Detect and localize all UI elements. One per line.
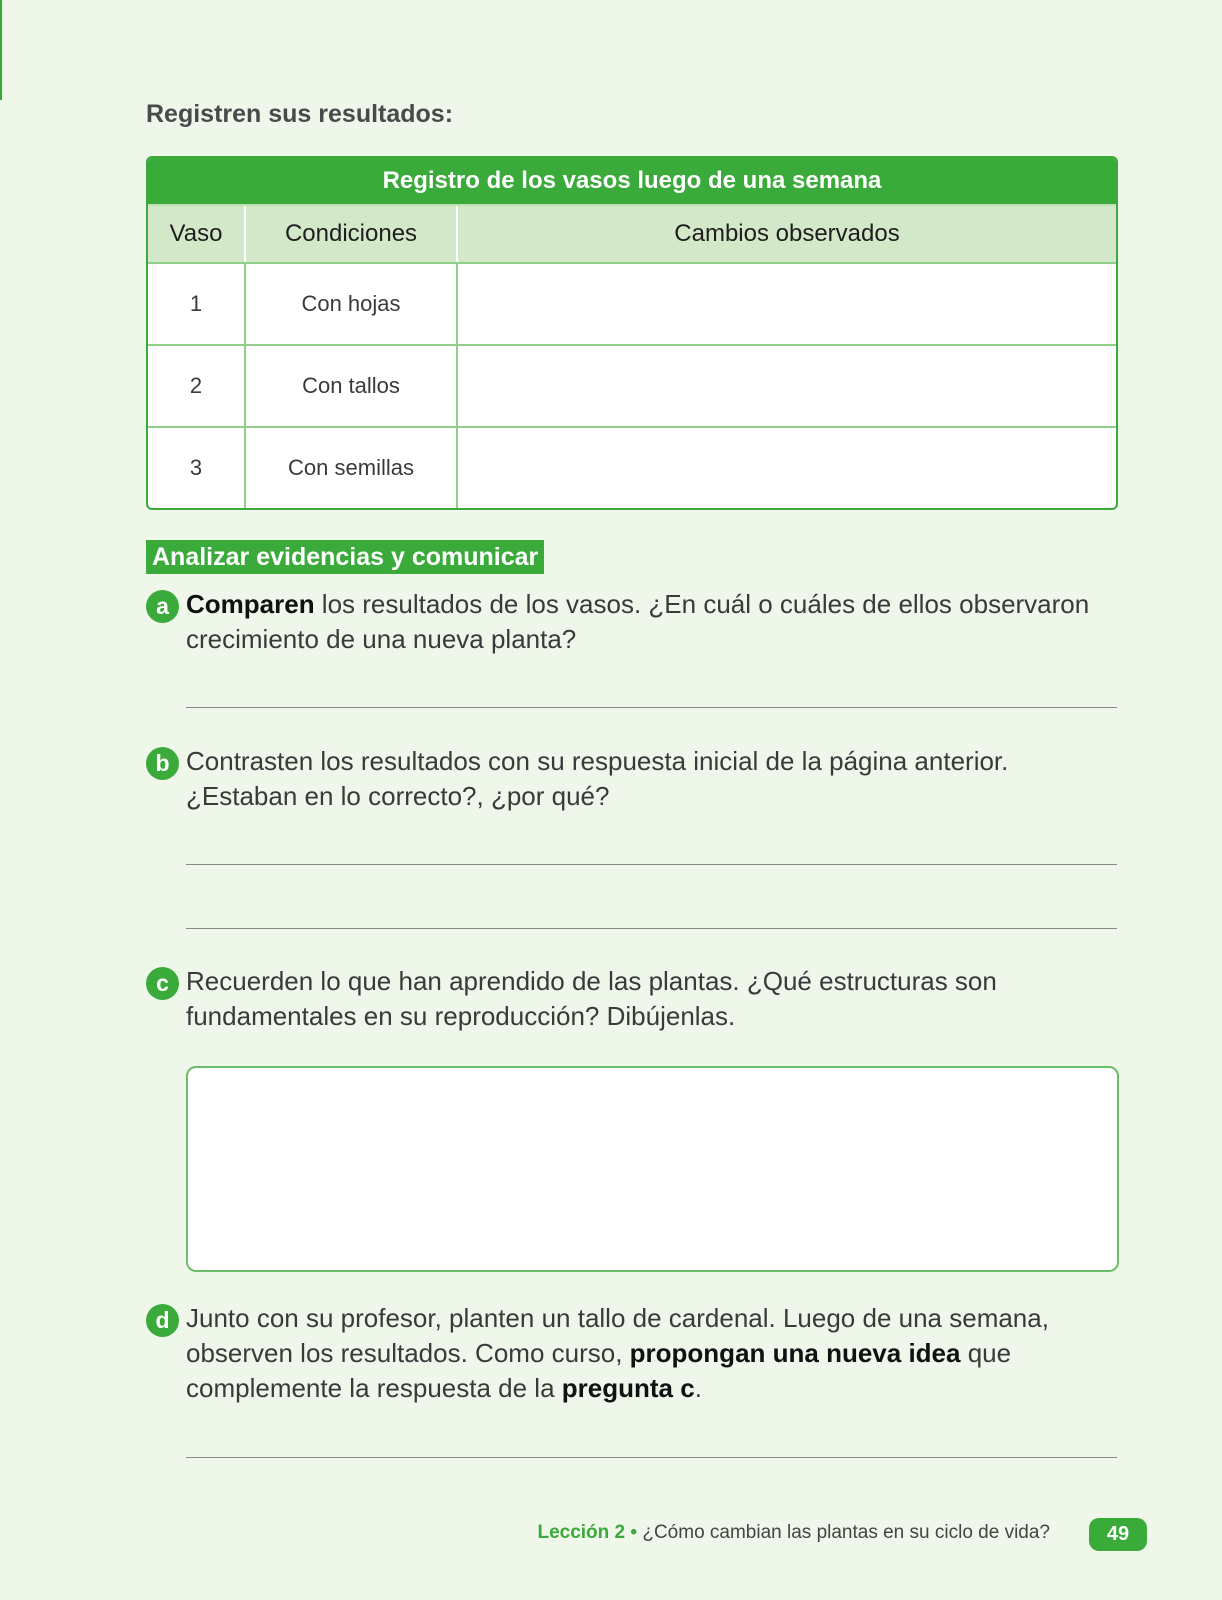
cambios-cell[interactable] [458,264,1116,344]
answer-line[interactable] [186,1457,1117,1458]
question-letter-badge: b [146,747,179,780]
condiciones-cell: Con semillas [246,428,458,508]
lesson-title: ¿Cómo cambian las plantas en su ciclo de vida? [642,1522,1050,1543]
question-bold-lead: Comparen [186,589,315,619]
table-row [148,262,1116,344]
footer-separator: • [630,1522,638,1543]
answer-line[interactable] [186,707,1117,708]
cambios-cell[interactable] [458,346,1116,426]
footer-lesson-title [537,1522,1050,1544]
vaso-cell: 3 [148,428,246,508]
question-text [186,587,1122,657]
column-header-vaso: Vaso [148,206,246,262]
section-heading: Registren sus resultados: [146,100,454,128]
question-bold-phrase: pregunta c [561,1373,695,1403]
question-body: Junto con su profesor, planten un tallo de cardenal. Luego de una semana, observen los resultados. Como curso, [186,1303,1049,1368]
lesson-label: Lección 2 [537,1522,626,1543]
cambios-cell[interactable] [458,428,1116,508]
question-text: Contrasten los resultados con su respuesta inicial de la página anterior. ¿Estaban en lo correcto?, ¿por qué? [186,746,1009,811]
answer-line[interactable] [186,864,1117,865]
table-header-row [148,204,1116,262]
question-body: . [694,1373,702,1403]
question-body: que complemente la respuesta de la [186,1338,1012,1403]
question-bold-phrase: propongan una nueva idea [629,1338,961,1368]
column-header-condiciones: Condiciones [246,206,458,262]
condiciones-cell: Con hojas [246,264,458,344]
results-table [146,156,1118,510]
table-row [148,426,1116,508]
table-row [148,344,1116,426]
question-letter-badge: a [146,590,179,623]
question-letter-badge: d [146,1304,179,1337]
page-edge-accent [0,0,2,100]
column-header-cambios: Cambios observados [674,220,900,247]
page-number-badge: 49 [1089,1518,1147,1551]
section-banner: Analizar evidencias y comunicar [146,540,544,574]
table-title: Registro de los vasos luego de una semana [148,158,1116,204]
question-text: Recuerden lo que han aprendido de las plantas. ¿Qué estructuras son fundamentales en su reproducción? Dibújenlas. [186,966,997,1031]
drawing-box[interactable] [186,1066,1119,1272]
question-text [186,1301,1122,1406]
question-letter-badge: c [146,967,179,1000]
question-body: los resultados de los vasos. ¿En cuál o cuáles de ellos observaron crecimiento de una nueva planta? [186,589,1090,654]
vaso-cell: 2 [148,346,246,426]
answer-line[interactable] [186,928,1117,929]
vaso-cell: 1 [148,264,246,344]
condiciones-cell: Con tallos [246,346,458,426]
